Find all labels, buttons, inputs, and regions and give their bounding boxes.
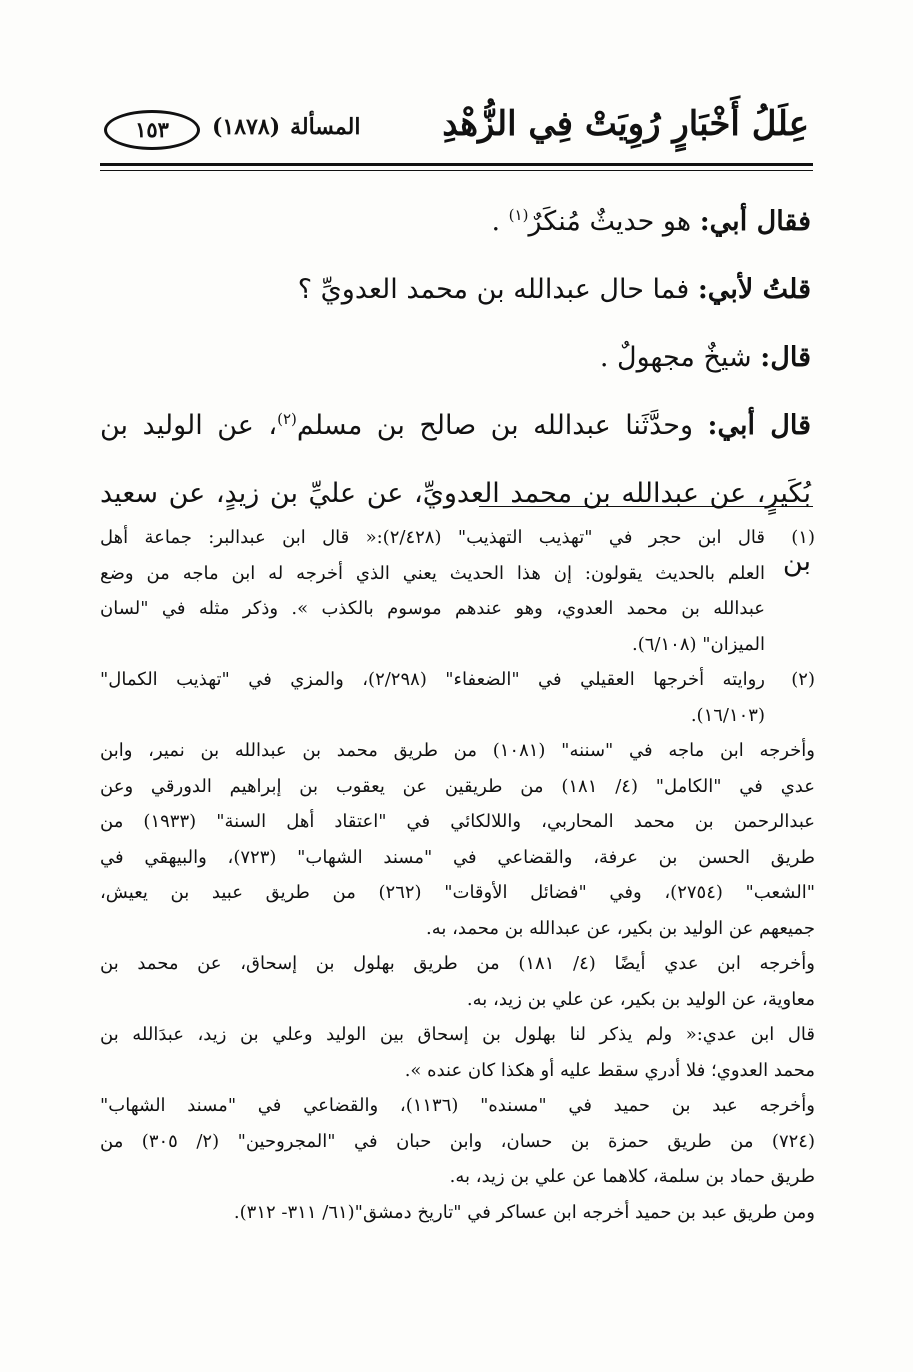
footnote-paragraph bbox=[100, 1017, 815, 1088]
issue-heading bbox=[212, 114, 360, 140]
footnote-line: جميعهم عن الوليد بن بكير، عن عبدالله بن محمد، به. bbox=[425, 917, 815, 939]
footnote-line: الميزان" (٦/١٠٨). bbox=[632, 633, 765, 655]
footnote-line: عدي في "الكامل" (٤/ ١٨١) من طريقين عن يعقوب بن إبراهيم الدورقي وعن bbox=[100, 775, 815, 797]
footnote-line: ومن طريق عبد بن حميد أخرجه ابن عساكر في "تاريخ دمشق"(٦١/ ٣١١- ٣١٢). bbox=[233, 1201, 815, 1223]
footnote-paragraph bbox=[100, 1088, 815, 1195]
footnote-line: قال ابن عدي:« ولم يذكر لنا بهلول بن إسحاق بين الوليد وعلي بن زيد، عبدَالله بن bbox=[100, 1024, 815, 1045]
footnote-separator bbox=[479, 506, 813, 507]
speaker: قال: bbox=[760, 342, 811, 373]
main-line bbox=[100, 188, 811, 256]
footnote-line: محمد العدوي؛ فلا أدري سقط عليه أو هكذا كان عنده ». bbox=[404, 1059, 815, 1081]
footnote-line: عبدالرحمن بن محمد المحاربي، واللالكائي في "اعتقاد أهل السنة" (١٩٣٣) من bbox=[100, 811, 815, 832]
issue-number: (١٨٧٨) bbox=[212, 114, 281, 140]
main-line bbox=[100, 392, 811, 460]
footnote-paragraph bbox=[100, 733, 815, 946]
footnote-number: (٢) bbox=[791, 669, 815, 690]
footnote-paragraph bbox=[100, 946, 815, 1017]
line-text: ، عن الوليد بن bbox=[100, 410, 278, 441]
footnote-line: وأخرجه ابن ماجه في "سننه" (١٠٨١) من طريق محمد بن عبدالله بن نمير، وابن bbox=[100, 740, 815, 761]
header-rule-thick bbox=[100, 163, 813, 166]
page-header bbox=[104, 100, 813, 158]
issue-label: المسألة bbox=[290, 114, 361, 140]
line-text: هو حديثٌ مُنكَرٌ bbox=[528, 206, 692, 237]
footnote-ref[interactable]: (١) bbox=[508, 206, 529, 224]
speaker: قلتُ لأبي: bbox=[697, 274, 811, 305]
footnote-line: طريق حماد بن سلمة، كلاهما عن علي بن زيد، به. bbox=[449, 1166, 815, 1187]
footnote-line: (١٦/١٠٣). bbox=[690, 704, 765, 726]
line-text: . bbox=[491, 206, 509, 237]
footnote-line: عبدالله بن محمد العدوي، وهو عندهم موسوم بالكذب ». وذكر مثله في "لسان bbox=[100, 598, 765, 619]
line-text: فما حال عبدالله بن محمد العدويِّ ؟ bbox=[297, 274, 690, 305]
footnote-1 bbox=[100, 520, 815, 662]
footnote-line: معاوية، عن الوليد بن بكير، عن علي بن زيد، به. bbox=[466, 988, 815, 1010]
footnote-line: "الشعب" (٢٧٥٤)، وفي "فضائل الأوقات" (٢٦٢) من طريق عبيد بن يعيش، bbox=[100, 882, 815, 903]
main-line bbox=[100, 324, 811, 392]
main-line bbox=[100, 256, 811, 324]
footnote-2 bbox=[100, 662, 815, 733]
footnotes bbox=[100, 520, 815, 1230]
footnote-line: (٧٢٤) من طريق حمزة بن حسان، وابن حبان في "المجروحين" (٢/ ٣٠٥) من bbox=[100, 1130, 816, 1152]
main-line: بُكَيرٍ، عن عبدالله بن محمد العدويِّ، عن عليِّ بن زيدٍ، عن سعيد بن bbox=[100, 478, 811, 577]
footnote-line: قال ابن حجر في "تهذيب التهذيب" (٢/٤٢٨):« قال ابن عبدالبر: جماعة أهل bbox=[100, 527, 765, 548]
footnote-line: روايته أخرجها العقيلي في "الضعفاء" (٢/٢٩٨)، والمزي في "تهذيب الكمال" bbox=[100, 669, 765, 690]
footnote-line: طريق الحسن بن عرفة، والقضاعي في "مسند الشهاب" (٧٢٣)، والبيهقي في bbox=[100, 846, 815, 868]
speaker: فقال أبي: bbox=[699, 206, 811, 237]
header-rule-thin bbox=[100, 170, 813, 171]
footnote-number: (١) bbox=[791, 527, 815, 548]
line-text: شيخٌ مجهولٌ . bbox=[599, 342, 752, 373]
speaker: قال أبي: bbox=[707, 410, 812, 441]
footnote-paragraph bbox=[100, 1195, 815, 1231]
book-title: عِلَلُ أَخْبَارٍ رُوِيَتْ فِي الزُّهْدِ bbox=[442, 104, 809, 144]
page-number: ١٥٣ bbox=[104, 110, 200, 150]
line-text: وحدَّثَنا عبدالله بن صالح بن مسلم bbox=[296, 410, 693, 441]
footnote-line: وأخرجه ابن عدي أيضًا (٤/ ١٨١) من طريق بهلول بن إسحاق، عن محمد بن bbox=[100, 953, 815, 974]
footnote-ref[interactable]: (٢) bbox=[277, 410, 297, 428]
footnote-line: وأخرجه عبد بن حميد في "مسنده" (١١٣٦)، والقضاعي في "مسند الشهاب" bbox=[100, 1095, 815, 1116]
footnote-line: العلم بالحديث يقولون: إن هذا الحديث يعني الذي أخرجه له ابن ماجه من وضع bbox=[100, 562, 765, 584]
